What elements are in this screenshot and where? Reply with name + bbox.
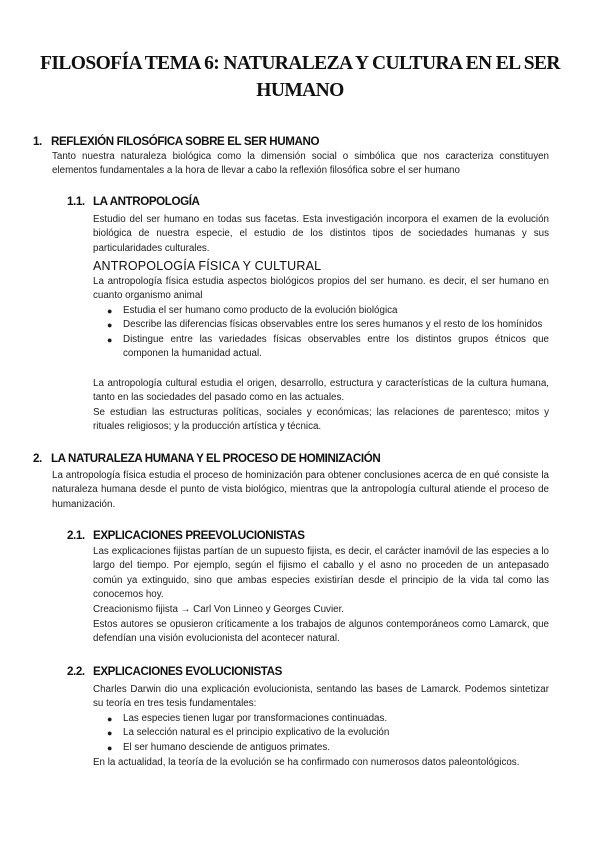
- preevolucionistas-text: Las explicaciones fijistas partían de un supuesto fijista, es decir, el carácter inamóvil de las especies a lo largo del tiempo. Por ejemplo, según el fijismo el caballo y el asno no proceden de un antepasado común ya extinguido, sino que ambas especies existirían desde el principio de la vida tal como las conocemos hoy.: [93, 546, 549, 601]
- list-item: ● Distingue entre las variedades físicas observables entre los distintos grupos étnicos que componen la humanidad actual.: [107, 333, 549, 360]
- subsection-1-1-heading: [67, 195, 200, 208]
- list-item: ● Estudia el ser humano como producto de la evolución biológica: [105, 304, 549, 318]
- subsection-number: 2.2.: [67, 665, 85, 678]
- antropologia-fisica-cultural-heading: ANTROPOLOGÍA FÍSICA Y CULTURAL: [93, 259, 322, 273]
- list-item: ● Describe las diferencias físicas observables entre los seres humanos y el resto de los homínidos: [105, 318, 549, 332]
- bullet-icon: ●: [107, 334, 113, 345]
- evolucionistas-text: Charles Darwin dio una explicación evolucionista, sentando las bases de Lamarck. Podemos sintetizar su teoría en tres tesis fundamentales:: [93, 684, 549, 710]
- list-item: ● La selección natural es el principio explicativo de la evolución: [105, 726, 549, 740]
- section-2-intro: La antropología física estudia el proceso de hominización para obtener conclusiones acerca de en qué consiste la naturaleza humana desde el punto de vista biológico, mientras que la antropología cultural atiende el proceso de humanización.: [52, 470, 549, 510]
- antropologia-fisica-text: La antropología física estudia aspectos biológicos propios del ser humano. es decir, el ser humano en cuanto organismo animal: [93, 276, 549, 302]
- subsection-2-2-heading: [67, 665, 282, 678]
- antropologia-cultural-text: La antropología cultural estudia el origen, desarrollo, estructura y características de la cultura humana, tanto en las sociedades del pasado como en las actuales.: [93, 378, 549, 404]
- bullet-icon: ●: [107, 320, 113, 331]
- estructuras-text: Se estudian las estructuras políticas, sociales y económicas; las relaciones de parentesco; mitos y rituales religiosos; y la producción artística y técnica.: [93, 407, 549, 433]
- section-2-heading: [33, 452, 380, 465]
- subsection-number: 2.1.: [67, 529, 85, 542]
- subsection-title: EXPLICACIONES PREEVOLUCIONISTAS: [93, 529, 305, 542]
- actualidad-text: En la actualidad, la teoría de la evolución se ha confirmado con numerosos datos paleontológicos.: [93, 757, 520, 768]
- subsection-2-1-heading: [67, 529, 305, 542]
- bullet-icon: ●: [107, 728, 113, 739]
- list-item: ● El ser humano desciende de antiguos primates.: [105, 741, 549, 755]
- section-number: 2.: [33, 452, 42, 465]
- section-title: LA NATURALEZA HUMANA Y EL PROCESO DE HOMINIZACIÓN: [51, 452, 381, 465]
- bullet-icon: ●: [107, 714, 113, 724]
- section-title: REFLEXIÓN FILOSÓFICA SOBRE EL SER HUMANO: [51, 135, 320, 148]
- creacionismo-text: Creacionismo fijista → Carl Von Linneo y Georges Cuvier.: [93, 604, 345, 615]
- page-title: FILOSOFÍA TEMA 6: NATURALEZA Y CULTURA EN EL SER HUMANO: [40, 53, 560, 101]
- subsection-title: LA ANTROPOLOGÍA: [93, 195, 200, 208]
- autores-text: Estos autores se opusieron críticamente a los trabajos de algunos contemporáneos como Lamarck, que defendían una visión evolucionista del acontecer natural.: [93, 619, 549, 645]
- bullet-icon: ●: [107, 742, 113, 753]
- antropologia-fisica-list: [105, 304, 549, 362]
- section-1-heading: [33, 135, 319, 148]
- section-1-intro: Tanto nuestra naturaleza biológica como la dimensión social o simbólica que nos caracteriza constituyen elementos fundamentales a la hora de llevar a cabo la reflexión filosófica sobre el ser humano: [52, 151, 549, 177]
- section-number: 1.: [33, 135, 42, 148]
- darwin-tesis-list: [105, 712, 549, 755]
- subsection-number: 1.1.: [67, 195, 85, 208]
- subsection-title: EXPLICACIONES EVOLUCIONISTAS: [93, 665, 282, 678]
- antropologia-text: Estudio del ser humano en todas sus facetas. Esta investigación incorpora el examen de la evolución biológica de nuestra especie, el estudio de los distintos tipos de sociedades humanas y sus particularidades culturales.: [93, 214, 549, 254]
- bullet-icon: ●: [107, 306, 113, 316]
- list-item: ● Las especies tienen lugar por transformaciones continuadas.: [105, 712, 549, 726]
